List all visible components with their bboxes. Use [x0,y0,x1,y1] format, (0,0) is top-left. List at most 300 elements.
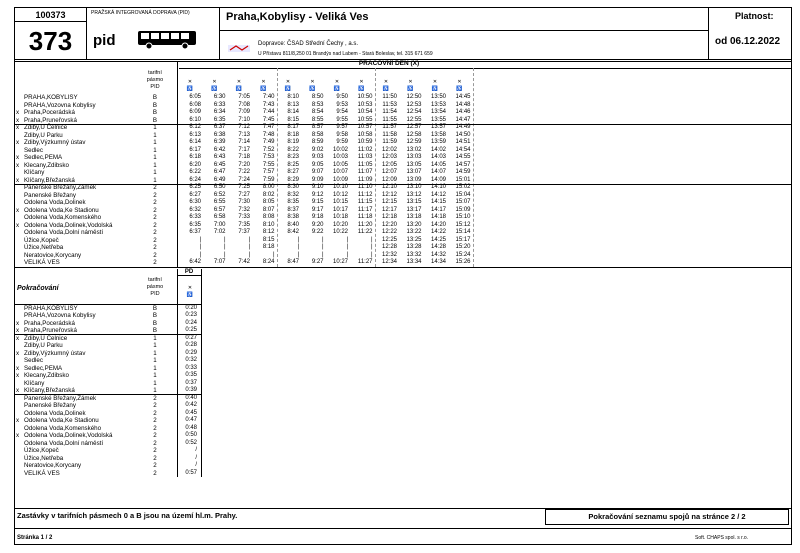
departure-time: 7:24 [238,176,250,183]
departure-time: 11:17 [357,206,373,213]
timetable-header [15,8,791,60]
departure-time: 7:33 [238,214,250,220]
stop-row [15,320,175,328]
departure-time: 11:57 [382,124,397,130]
stop-zone: 2 [153,454,157,462]
departure-time: 6:43 [213,154,226,160]
stop-name: Odolena Voda,Dolinek,Vodolská [24,221,113,229]
stop-zone: 1 [153,169,157,176]
stop-name: VELIKÁ VES [24,469,60,477]
wheelchair-icon: ♿ [431,86,439,92]
departure-time: 7:44 [262,109,275,115]
departure-time: 15:20 [455,244,471,250]
departure-time: 8:22 [287,146,299,153]
departure-time: 15:17 [455,236,471,243]
departure-time: 13:53 [430,101,446,108]
continuation-title: Pokračování [17,284,59,292]
departure-time: | [248,251,250,258]
stop-zone: 2 [153,462,157,469]
stop-flag: x [16,372,20,379]
departure-time: 8:10 [287,94,299,100]
stop-name: Úžice,Kopeč [24,447,59,454]
departure-time: 10:53 [357,101,373,108]
departure-time: | [223,244,226,250]
stop-row [15,244,175,252]
stop-zone: B [152,327,158,334]
departure-time: 7:47 [262,124,275,130]
departure-time: 7:48 [262,131,275,138]
stop-name: Odolena Voda,Dolní náměstí [24,439,104,447]
departure-time: 11:10 [357,184,373,190]
departure-time: 15:12 [455,221,471,228]
departure-time: 8:29 [287,176,299,183]
wheelchair-icon: ♿ [456,86,463,92]
departure-time: 6:14 [189,139,201,145]
departure-time: 15:10 [455,214,471,220]
departure-time: 0:37 [185,379,197,386]
departure-time: 12:59 [406,139,422,145]
stop-name: Panenské Břežany [24,402,76,409]
stop-name: Sedlec [24,146,43,154]
departure-time: 8:18 [262,244,275,250]
wheelchair-icon: ♿ [309,86,316,92]
stop-zone: 1 [153,131,157,139]
stop-name: PRAHA,KOBYLISY [24,94,78,101]
departure-time: 8:47 [287,259,299,265]
stop-zone: 2 [153,424,157,432]
departure-time: 13:32 [406,251,422,258]
departure-time: | [346,236,348,243]
departure-time: 8:00 [262,184,275,190]
stop-name: Klíčany,Břežanská [24,176,75,184]
departure-time: 11:54 [382,109,397,115]
pid-logo: pid [93,32,116,49]
departure-time: 12:53 [406,101,422,108]
departure-time: 9:59 [336,139,348,145]
stop-row [15,139,175,147]
stop-row [15,455,175,463]
zone-header: pásmo [146,283,164,290]
stop-row [15,395,175,403]
departure-time: 7:45 [262,116,275,123]
departure-time: 7:40 [262,94,275,100]
departure-time: 9:10 [311,184,324,190]
departure-time: 7:43 [262,101,275,108]
stop-row [15,440,175,448]
departure-time: 8:55 [311,116,324,123]
weekday-mark-icon: ✕ [187,79,193,85]
departure-time: 13:54 [430,109,446,115]
departure-time: 14:59 [455,169,471,175]
departure-time: 9:22 [311,229,324,235]
stop-row [15,222,175,230]
departure-time: 12:03 [381,154,397,160]
stop-name: Odolena Voda,Dolinek,Vodolská [24,432,113,439]
departure-time: 0:32 [185,357,197,363]
departure-time: 13:20 [406,221,422,228]
departure-time: 6:39 [213,139,226,145]
weekday-mark-icon: ✕ [359,79,364,85]
stop-zone: B [152,304,158,312]
departure-time: | [321,236,324,243]
stop-row [15,199,175,207]
stop-row [15,229,175,237]
departure-time: 11:22 [357,229,373,235]
departure-time: 8:10 [262,221,275,228]
wheelchair-icon: ♿ [211,86,218,92]
departure-time: 13:09 [406,176,422,183]
departure-time: | [370,244,373,250]
stop-row [15,432,175,440]
departure-time: 10:18 [332,214,348,220]
departure-time: 11:58 [382,131,397,138]
zone-header: pásmo [146,77,164,83]
stop-flag: x [16,124,20,131]
departure-time: 11:18 [357,214,373,220]
departure-time: 12:34 [381,259,397,265]
stop-zone: 2 [153,206,157,214]
weekday-mark-icon: ✕ [212,79,217,85]
weekday-mark-icon: ✕ [383,79,389,85]
departure-time: | [272,251,275,258]
departure-time: 11:15 [357,199,373,205]
stop-zone: 1 [153,146,157,154]
departure-time: 8:40 [287,221,299,228]
departure-time: 12:18 [381,214,397,220]
departure-time: 12:58 [406,131,422,138]
departure-time: 12:17 [381,206,397,213]
departure-time: 8:53 [311,101,324,108]
departure-time: 9:17 [311,206,324,213]
departure-time: 8:05 [262,199,275,205]
departure-time: 9:09 [311,176,324,183]
departure-time: 11:27 [357,259,373,265]
wheelchair-icon: ♿ [358,86,365,92]
departure-time: 6:42 [189,259,201,265]
departure-time: 10:09 [332,176,348,183]
stop-zone: 1 [153,154,157,161]
weekday-mark-icon: ✕ [187,284,193,291]
departure-time: 0:42 [185,402,197,408]
departure-time: 13:50 [430,94,446,100]
departure-time: 6:30 [213,94,226,100]
stop-row [15,259,175,267]
departure-time: 9:55 [336,116,348,123]
departure-time: 14:10 [430,184,446,190]
stop-name: Sedlec [24,357,43,364]
departure-time: 6:35 [189,221,201,228]
departure-time: 6:24 [189,176,201,183]
stop-row [15,402,175,410]
departure-time: 7:52 [262,146,275,153]
stop-zone: 1 [153,176,157,184]
stop-zone: 2 [153,402,157,409]
wheelchair-icon: ♿ [235,86,243,92]
wheelchair-icon: ♿ [260,86,267,92]
stop-row [15,252,175,260]
departure-time: 9:58 [336,131,348,138]
departure-time: 11:50 [382,94,397,100]
stop-name: Úžice,Kopeč [24,236,59,244]
departure-time: 12:15 [381,199,397,205]
stop-flag: x [16,432,20,439]
departure-time: 9:12 [311,191,324,198]
departure-time: 13:15 [406,199,422,205]
departure-time: 14:48 [455,101,471,108]
departure-time: 0:35 [185,372,197,378]
stop-zone: 1 [153,364,157,372]
departure-time: 6:42 [213,146,226,153]
departure-time: 8:07 [262,206,275,213]
stop-name: Odolena Voda,Dolní náměstí [24,229,104,236]
stop-flag: x [16,334,20,342]
stop-row [15,410,175,418]
departure-time: 6:25 [189,184,201,190]
departure-time: 11:05 [357,161,373,168]
stop-row [15,335,175,343]
departure-time: 13:02 [406,146,422,153]
departure-time: 13:17 [406,206,422,213]
departure-time: 13:25 [406,236,422,243]
stop-name: Úžice,Netřeba [24,244,64,251]
stop-name: PRAHA,KOBYLISY [24,304,78,312]
departure-time: 14:34 [430,259,446,265]
departure-time: 7:32 [238,206,250,213]
departure-time: | [346,251,348,258]
stop-zone: B [152,116,158,124]
departure-time: 8:50 [311,94,324,100]
stop-name: Klecany,Zdibsko [24,372,69,379]
departure-time: 0:45 [185,409,197,416]
page-number: Stránka 1 / 2 [17,535,53,541]
stop-row [15,207,175,215]
departure-time: 9:07 [311,169,324,175]
bus-icon [137,28,199,50]
departure-time: 7:14 [238,139,250,145]
departure-time: 13:12 [406,191,422,198]
departure-time: 7:07 [213,259,226,265]
departure-time: 6:22 [189,169,201,175]
departure-time: 14:05 [430,161,446,168]
stop-zone: 2 [153,221,157,229]
stop-zone: 1 [153,139,157,146]
stop-flag: x [16,176,20,184]
departure-time: 10:55 [357,116,373,123]
departure-time: 12:12 [381,191,397,198]
departure-time: 6:47 [213,169,226,175]
stop-zone: 1 [153,124,157,131]
departure-time: 6:20 [189,161,201,168]
stop-zone: 2 [153,214,157,221]
departure-time: 8:15 [287,116,299,123]
departure-time: 6:18 [189,154,201,160]
departure-time: 14:09 [430,176,446,183]
departure-time: 11:03 [357,154,373,160]
validity-label: Platnost: [735,11,774,21]
departure-time: 7:55 [262,161,275,168]
weekday-mark-icon: ✕ [432,79,438,85]
departure-time: | [199,236,201,243]
stop-name: Klíčany [24,169,45,176]
stop-zone: 2 [153,229,157,236]
stop-row [15,350,175,358]
departure-time: 9:02 [311,146,324,153]
stop-zone: 2 [153,259,157,266]
departure-time: 0:23 [185,312,197,318]
departure-time: 13:22 [406,229,422,235]
stop-name: Zdiby,Výzkumný ústav [24,349,86,357]
stop-zone: 2 [153,236,157,244]
departure-time: 6:57 [213,206,226,213]
stop-row [15,342,175,350]
stop-name: Klecany,Zdibsko [24,161,69,169]
line-number: 373 [15,22,87,60]
stop-zone: 1 [153,161,157,169]
stop-zone: 2 [153,394,157,402]
stop-row [15,147,175,155]
departure-time: 13:05 [406,161,422,168]
departure-time: / [195,447,197,453]
stop-zone: 2 [153,184,157,191]
departure-time: 9:53 [336,101,348,108]
continuation-note: Pokračování seznamu spojů na stránce 2 / 2 [545,509,789,525]
departure-time: 13:07 [406,169,422,175]
departure-time: 15:09 [455,206,471,213]
zone-header: PID [150,290,160,297]
departure-time: 13:03 [406,154,422,160]
departure-time: 8:13 [287,101,299,108]
departure-time: 6:33 [213,101,226,108]
stop-zone: B [152,319,158,327]
departure-time: 8:08 [262,214,275,220]
departure-time: 6:35 [213,116,226,123]
departure-time: 14:07 [430,169,446,175]
departure-time: 10:57 [357,124,373,130]
departure-time: 7:17 [238,146,250,153]
departure-time: 0:20 [185,304,197,311]
stop-zone: 1 [153,349,157,357]
stop-name: Neratovice,Korycany [24,462,82,469]
stop-name: Praha,Pocerádská [24,319,75,327]
departure-time: 15:24 [455,251,471,258]
departure-time: 9:15 [311,199,324,205]
wheelchair-icon: ♿ [186,86,194,92]
departure-time: 10:17 [332,206,348,213]
departure-time: 7:22 [238,169,250,175]
departure-time: 14:50 [455,131,471,138]
departure-time: 7:05 [238,94,250,100]
stop-row [15,102,175,110]
departure-time: 7:30 [238,199,250,205]
departure-time: 10:10 [332,184,348,190]
stop-name: Odolena Voda,Ke Stadionu [24,417,99,424]
departure-time: 14:47 [455,116,471,123]
wheelchair-icon: ♿ [382,86,390,92]
departure-time: | [223,236,226,243]
departure-time: 0:27 [185,334,197,341]
departure-time: 12:50 [406,94,422,100]
departure-time: 6:32 [189,206,201,213]
stop-zone: 1 [153,372,157,379]
departure-time: 10:03 [332,154,348,160]
departure-time: 7:42 [238,259,250,265]
stop-flag: x [16,161,20,169]
stop-name: PRAHA,Vozovna Kobylisy [24,101,96,109]
stop-zone: 2 [153,417,157,424]
departure-time: 9:57 [336,124,348,130]
departure-time: 9:20 [311,221,324,228]
day-label: PRACOVNÍ DEN (X) [358,60,420,67]
stop-name: Praha,Pruneřovská [24,327,77,334]
departure-time: | [297,236,299,243]
stop-zone: B [152,94,158,101]
departure-time: 8:42 [287,229,299,235]
departure-time: 6:37 [213,124,226,130]
stop-name: Panenské Břežany,Zámek [24,394,97,402]
departure-time: 11:12 [357,191,373,198]
departure-time: 10:50 [357,94,373,100]
departure-time: 7:10 [238,116,250,123]
stop-row [15,425,175,433]
stop-row [15,162,175,170]
stop-zone: 2 [153,432,157,439]
departure-time: 10:58 [357,131,373,138]
departure-time: 11:20 [357,221,373,228]
departure-time: 10:54 [357,109,373,115]
departure-time: 8:32 [287,191,299,198]
stop-row [15,462,175,470]
departure-time: 6:12 [189,124,201,130]
departure-time: 12:20 [381,221,397,228]
departure-time: | [321,244,324,250]
departure-time: 7:35 [238,221,250,228]
validity-date: od 06.12.2022 [715,36,781,47]
timetable-frame [14,7,792,545]
departure-time: 13:34 [406,259,422,265]
departure-time: 9:54 [336,109,348,115]
departure-time: 11:59 [382,139,397,145]
departure-time: 14:02 [430,146,446,153]
stop-zone: B [152,101,158,109]
stop-name: Odolena Voda,Ke Stadionu [24,206,99,214]
departure-time: 7:08 [238,101,250,108]
stop-flag: x [16,364,20,372]
stop-name: Zdiby,U Parku [24,131,63,139]
departure-time: 13:59 [430,139,446,145]
departure-time: 6:55 [213,199,226,205]
stop-name: Sedlec,PEMA [24,364,63,372]
departure-time: 15:01 [455,176,471,183]
departure-time: 11:55 [382,116,397,123]
departure-time: 12:22 [381,229,397,235]
departure-time: 12:25 [381,236,397,243]
departure-time: 6:05 [189,94,201,100]
stop-zone: 1 [153,342,157,349]
departure-time: 11:53 [382,101,397,108]
departure-time: 11:09 [357,176,373,183]
wheelchair-icon: ♿ [186,291,194,298]
stop-zone: 1 [153,357,157,364]
stop-name: Odolena Voda,Komenského [24,214,102,221]
departure-time: 0:48 [185,424,197,431]
route-title: Praha,Kobylisy - Veliká Ves [226,11,369,23]
departure-time: 6:13 [189,131,201,138]
departure-time: 9:03 [311,154,324,160]
departure-time: 13:10 [406,184,422,190]
stop-row [15,192,175,200]
stop-name: Panenské Břežany,Zámek [24,184,97,191]
departure-time: 8:25 [287,161,299,168]
